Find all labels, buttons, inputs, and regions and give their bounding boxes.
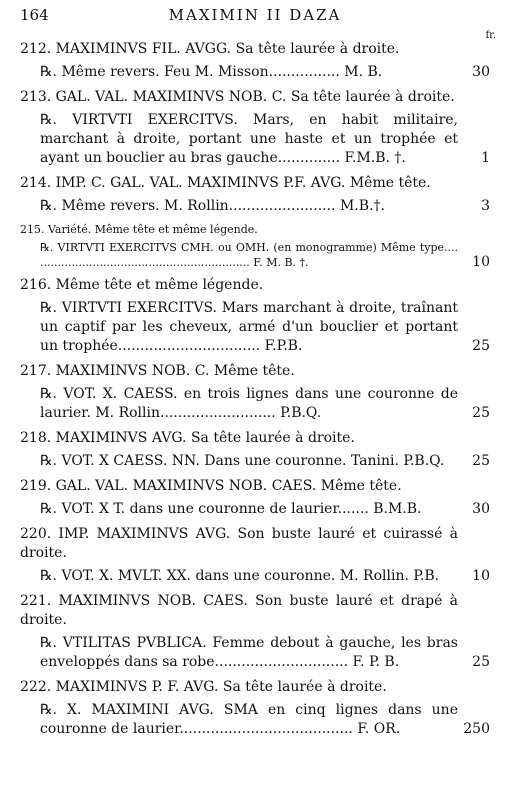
- page-title: MAXIMIN II DAZA: [168, 6, 342, 24]
- entry-obverse: 220. IMP. MAXIMINVS AVG. Son buste lauré et cuirassé à droite.: [20, 526, 458, 561]
- price-unit: fr.: [485, 30, 496, 41]
- entry-reverse: ℞. Même revers. M. Rollin........................ M.B.†. 3: [40, 198, 490, 214]
- entry-obverse: 222. MAXIMINVS P. F. AVG. Sa tête laurée à droite.: [20, 679, 387, 695]
- entry-reverse: ℞. X. MAXIMINI AVG. SMA en cinq lignes dans une couronne de laurier....................................... F. OR. 250: [40, 702, 490, 737]
- entry-reverse: ℞. VTILITAS PVBLICA. Femme debout à gauche, les bras enveloppés dans sa robe.............................. F. P. B. 25: [40, 635, 490, 670]
- entry-reverse: ℞. Même revers. Feu M. Misson................ M. B. 30: [40, 64, 490, 80]
- entry-obverse: 217. MAXIMINVS NOB. C. Même tête.: [20, 363, 295, 379]
- entry-obverse: 215. Variété. Même tête et même légende.: [20, 223, 258, 236]
- entry-reverse: ℞. VOT. X. CAESS. en trois lignes dans une couronne de laurier. M. Rollin.......................... P.B.Q. 25: [40, 386, 490, 421]
- entry-reverse: ℞. VOT. X CAESS. NN. Dans une couronne. Tanini. P.B.Q. 25: [40, 453, 490, 469]
- entry-obverse: 212. MAXIMINVS FIL. AVGG. Sa tête laurée à droite.: [20, 41, 400, 57]
- catalog-entries: [20, 40, 498, 739]
- entry-obverse: 213. GAL. VAL. MAXIMINVS NOB. C. Sa tête laurée à droite.: [20, 89, 455, 105]
- entry-obverse: 218. MAXIMINVS AVG. Sa tête laurée à droite.: [20, 430, 355, 446]
- entry-obverse: 214. IMP. C. GAL. VAL. MAXIMINVS P.F. AVG. Même tête.: [20, 175, 431, 191]
- page-number: 164: [20, 6, 49, 24]
- entry-reverse: ℞. VIRTVTI EXERCITVS. Mars, en habit militaire, marchant à droite, portant une haste et un trophée et ayant un bouclier au bras gauche.............. F.M.B. †. 1: [40, 112, 490, 166]
- entry-reverse: ℞. VIRTVTI EXERCITVS CMH. ou OMH. (en monogramme) Même type.... ............................................................ F. M. B. †. 10: [40, 241, 490, 270]
- entry-reverse: ℞. VOT. X T. dans une couronne de laurier....... B.M.B. 30: [40, 501, 490, 517]
- entry-obverse: 219. GAL. VAL. MAXIMINVS NOB. CAES. Même tête.: [20, 478, 402, 494]
- entry-obverse: 216. Même tête et même légende.: [20, 277, 264, 293]
- entry-obverse: 221. MAXIMINVS NOB. CAES. Son buste lauré et drapé à droite.: [20, 593, 458, 628]
- entry-reverse: ℞. VOT. X. MVLT. XX. dans une couronne. M. Rollin. P.B. 10: [40, 568, 490, 584]
- entry-reverse: ℞. VIRTVTI EXERCITVS. Mars marchant à droite, traînant un captif par les cheveux, armé d'un bouclier et portant un trophée................................ F.P.B. 25: [40, 300, 490, 354]
